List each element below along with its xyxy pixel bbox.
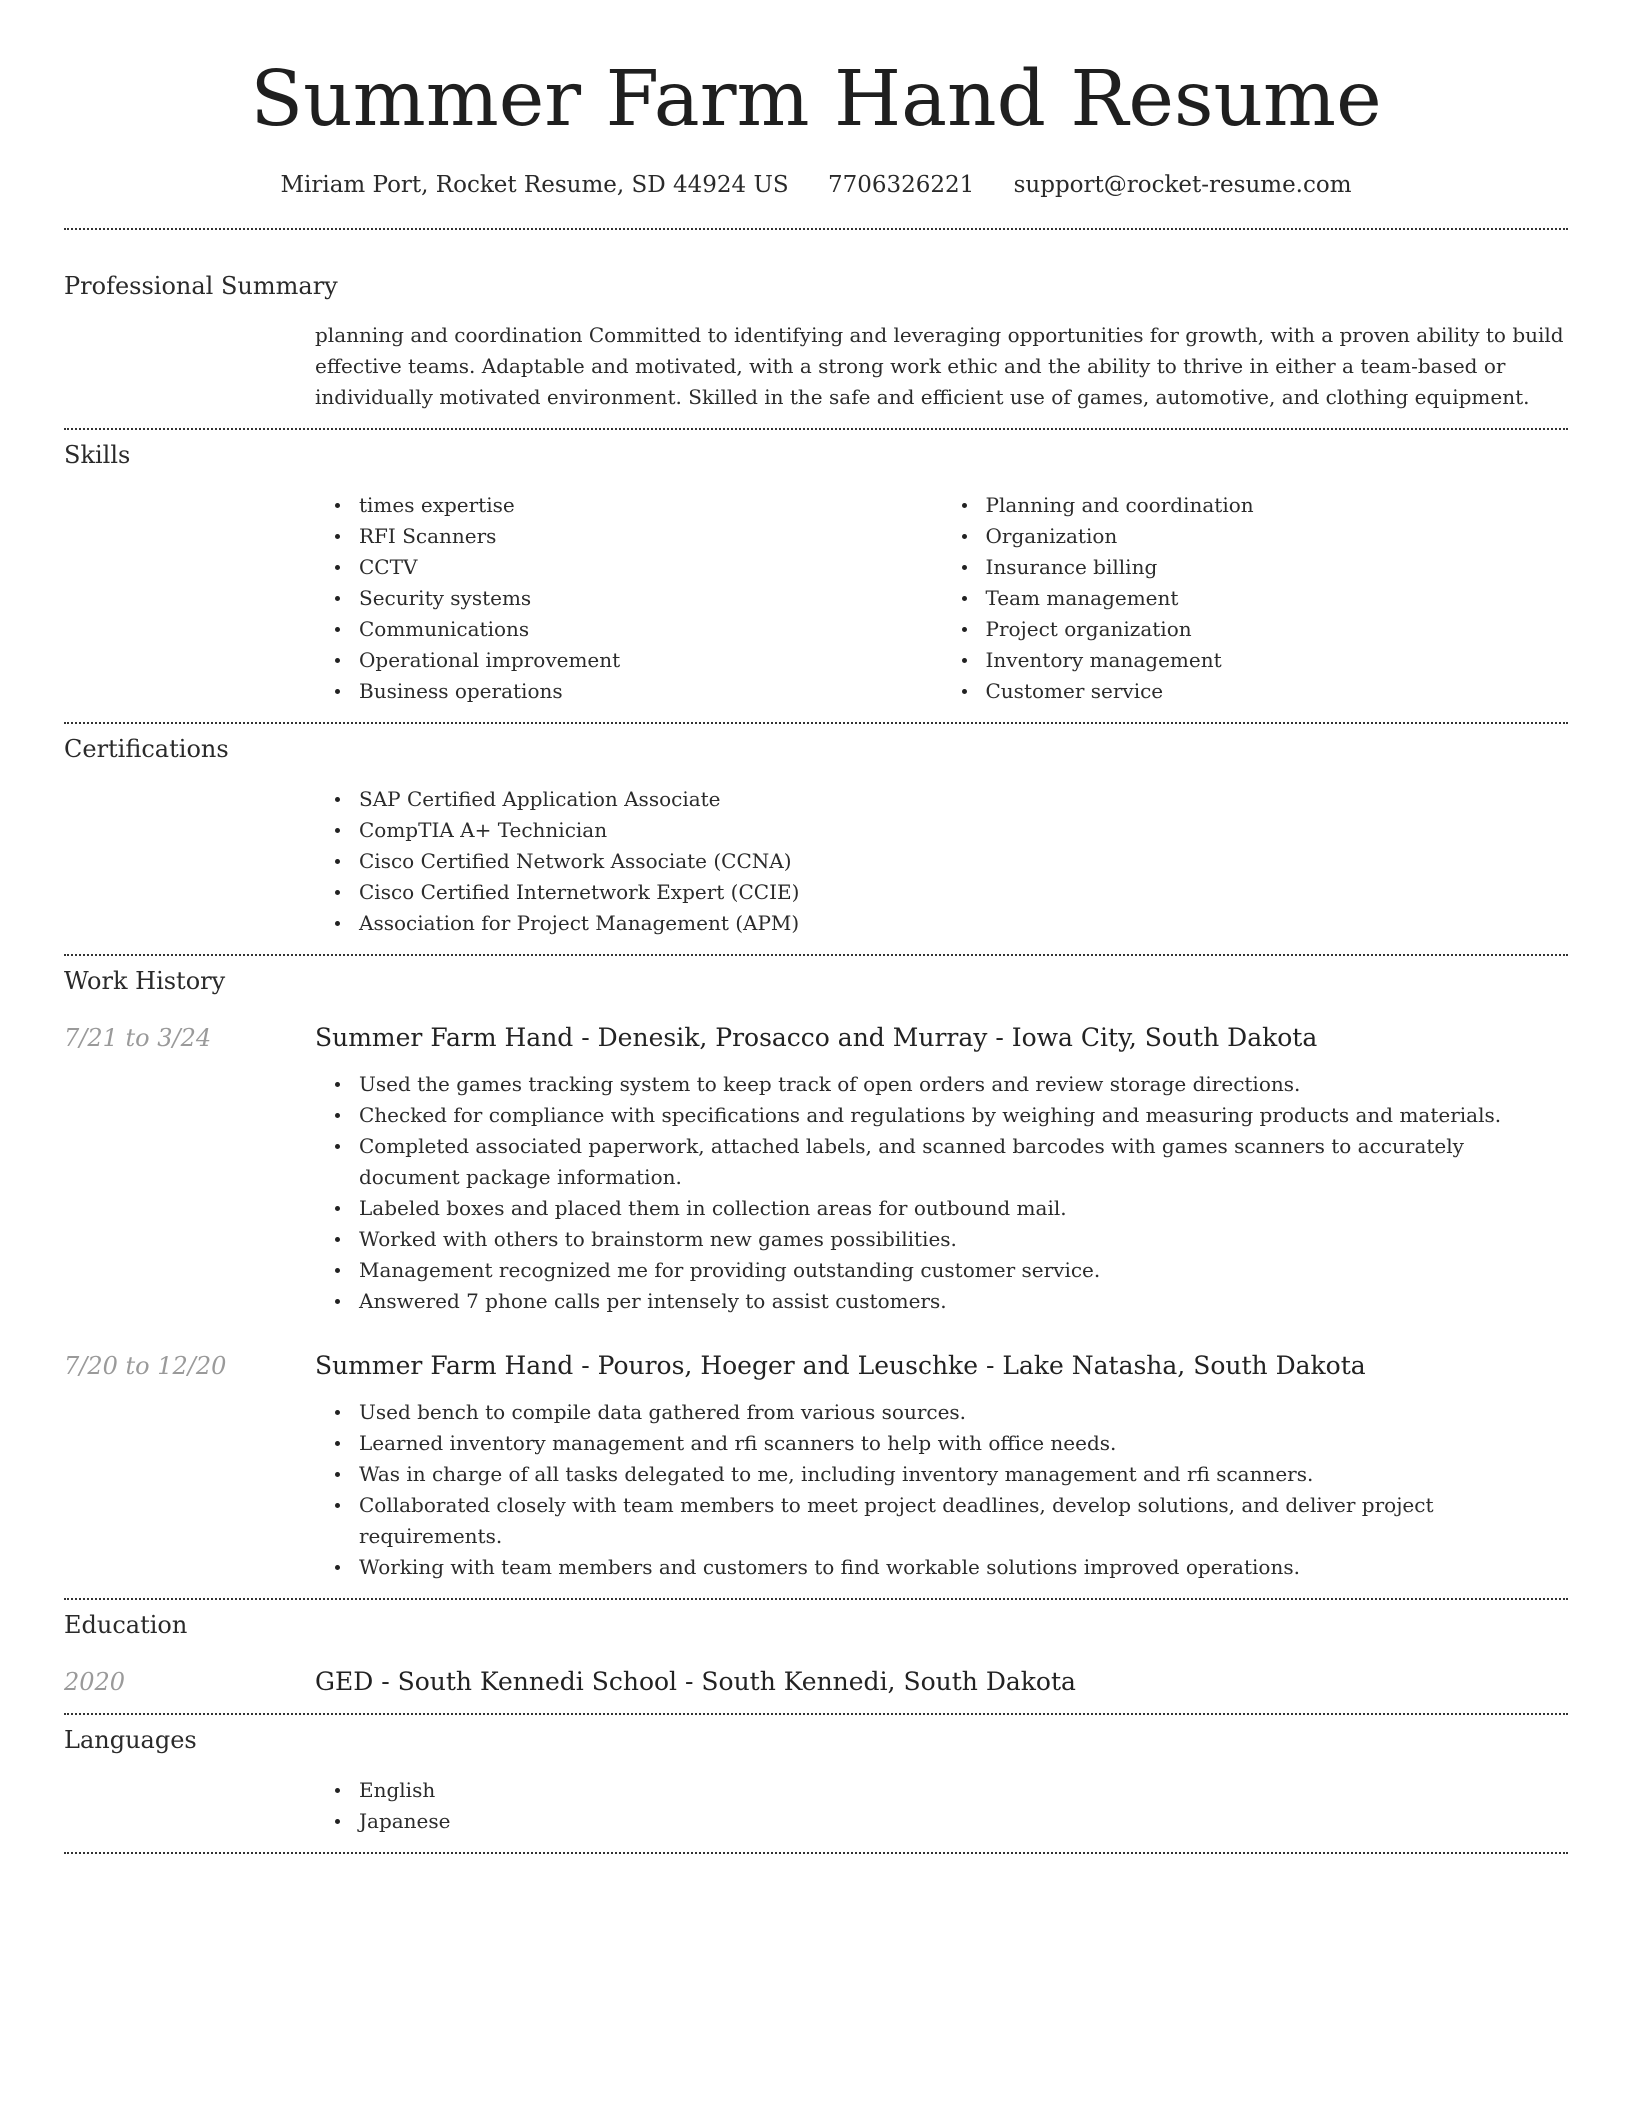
certification-item: Cisco Certified Network Associate (CCNA): [359, 846, 1568, 877]
skills-list-right: [942, 490, 1569, 707]
skills-body: [315, 490, 1568, 707]
certification-item: CompTIA A+ Technician: [359, 815, 1568, 846]
languages-list: [315, 1775, 1568, 1837]
divider: [64, 1598, 1568, 1600]
divider: [64, 722, 1568, 724]
contact-email: support@rocket-resume.com: [1013, 172, 1352, 198]
skill-item: Planning and coordination: [986, 490, 1569, 521]
skill-item: Customer service: [986, 676, 1569, 707]
divider: [64, 1713, 1568, 1715]
section-certifications: [64, 733, 1568, 939]
job-bullet: Worked with others to brainstorm new games possibilities.: [359, 1224, 1568, 1255]
job-bullets: [315, 1397, 1568, 1583]
section-heading: Work History: [64, 967, 226, 995]
contact-phone: 7706326221: [827, 172, 975, 198]
section-education: [64, 1609, 1568, 1698]
section-work-history: [64, 965, 1568, 1583]
section-heading: Education: [64, 1611, 188, 1639]
job-entry: [64, 1022, 1568, 1054]
divider: [64, 954, 1568, 956]
job-bullets-body: [315, 1069, 1568, 1317]
section-heading: Certifications: [64, 735, 229, 763]
certification-item: Cisco Certified Internetwork Expert (CCIE): [359, 877, 1568, 908]
certification-item: Association for Project Management (APM): [359, 908, 1568, 939]
job-bullet: Collaborated closely with team members to meet project deadlines, develop solutions, and deliver project requirements.: [359, 1490, 1568, 1552]
job-bullets: [315, 1069, 1568, 1317]
contact-address: Miriam Port, Rocket Resume, SD 44924 US: [280, 172, 789, 198]
education-entry: [64, 1666, 1568, 1698]
certifications-body: [315, 784, 1568, 939]
job-bullet: Completed associated paperwork, attached labels, and scanned barcodes with games scanners to accurately document package information.: [359, 1131, 1568, 1193]
language-item: English: [359, 1775, 1568, 1806]
section-heading: Skills: [64, 441, 131, 469]
skill-item: Inventory management: [986, 645, 1569, 676]
skill-item: RFI Scanners: [359, 521, 942, 552]
skill-item: Business operations: [359, 676, 942, 707]
job-bullet: Labeled boxes and placed them in collection areas for outbound mail.: [359, 1193, 1568, 1224]
divider: [64, 1852, 1568, 1854]
section-languages: [64, 1724, 1568, 1837]
language-item: Japanese: [359, 1806, 1568, 1837]
job-bullet: Checked for compliance with specifications and regulations by weighing and measuring products and materials.: [359, 1100, 1568, 1131]
job-bullet: Was in charge of all tasks delegated to me, including inventory management and rfi scanners.: [359, 1459, 1568, 1490]
certification-item: SAP Certified Application Associate: [359, 784, 1568, 815]
summary-body: [315, 320, 1568, 413]
job-bullet: Used the games tracking system to keep track of open orders and review storage directions.: [359, 1069, 1568, 1100]
education-title: GED - South Kennedi School - South Kennedi, South Dakota: [315, 1667, 1076, 1696]
contact-line: [64, 168, 1568, 202]
skill-item: times expertise: [359, 490, 942, 521]
section-heading: Languages: [64, 1726, 197, 1754]
divider: [64, 228, 1568, 230]
resume-title: Summer Farm Hand Resume: [250, 55, 1382, 144]
job-title: Summer Farm Hand - Denesik, Prosacco and Murray - Iowa City, South Dakota: [315, 1023, 1318, 1052]
summary-text: planning and coordination Committed to identifying and leveraging opportunities for growth, with a proven ability to build effective teams. Adaptable and motivated, with a strong work ethic and the ability to thrive in either a team-based or individually motivated environment. Skilled in the safe and efficient use of games, automotive, and clothing equipment.: [315, 323, 1564, 409]
job-bullet: Management recognized me for providing outstanding customer service.: [359, 1255, 1568, 1286]
skill-item: Organization: [986, 521, 1569, 552]
skills-list-left: [315, 490, 942, 707]
job-bullet: Used bench to compile data gathered from various sources.: [359, 1397, 1568, 1428]
skill-item: CCTV: [359, 552, 942, 583]
section-summary: [64, 270, 1568, 413]
job-bullets-body: [315, 1397, 1568, 1583]
job-dates: 7/20 to 12/20: [64, 1352, 227, 1380]
certifications-list: [315, 784, 1568, 939]
skill-item: Security systems: [359, 583, 942, 614]
job-title: Summer Farm Hand - Pouros, Hoeger and Leuschke - Lake Natasha, South Dakota: [315, 1351, 1366, 1380]
divider: [64, 428, 1568, 430]
skill-item: Team management: [986, 583, 1569, 614]
job-bullet: Working with team members and customers to find workable solutions improved operations.: [359, 1552, 1568, 1583]
section-skills: [64, 439, 1568, 707]
job-bullet: Learned inventory management and rfi scanners to help with office needs.: [359, 1428, 1568, 1459]
languages-body: [315, 1775, 1568, 1837]
skill-item: Project organization: [986, 614, 1569, 645]
skill-item: Insurance billing: [986, 552, 1569, 583]
education-year: 2020: [64, 1668, 126, 1696]
job-dates: 7/21 to 3/24: [64, 1024, 212, 1052]
skill-item: Operational improvement: [359, 645, 942, 676]
skill-item: Communications: [359, 614, 942, 645]
resume-page: [64, 0, 1568, 1854]
job-bullet: Answered 7 phone calls per intensely to assist customers.: [359, 1286, 1568, 1317]
job-entry: [64, 1350, 1568, 1382]
section-heading: Professional Summary: [64, 272, 338, 300]
